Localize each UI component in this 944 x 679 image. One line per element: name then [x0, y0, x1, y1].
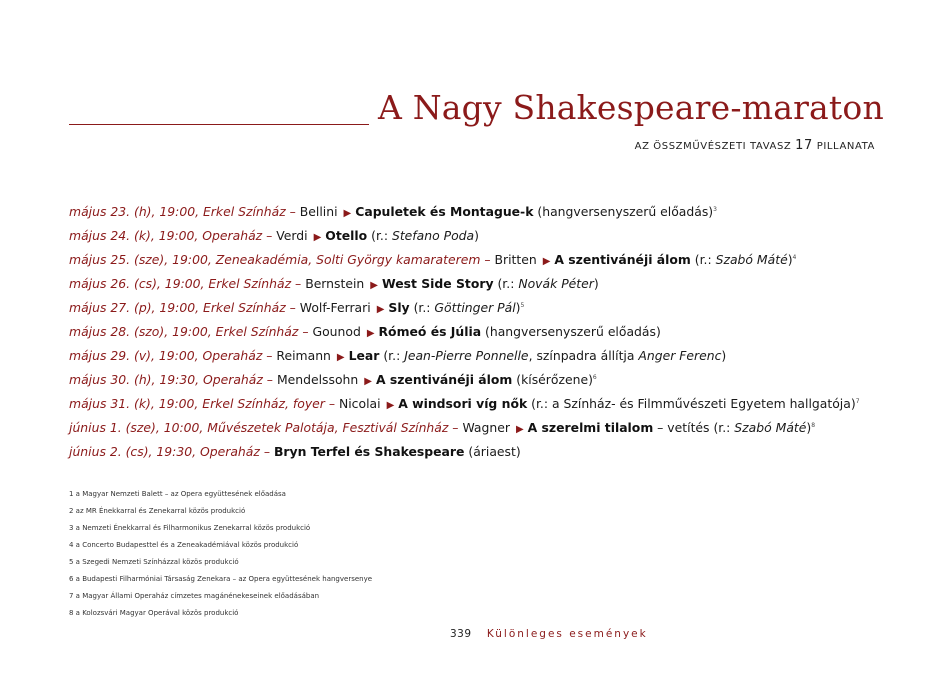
play-arrow-icon: ▶: [370, 280, 378, 291]
play-arrow-icon: ▶: [364, 376, 372, 387]
event-composer: Wolf-Ferrari: [299, 300, 371, 315]
play-arrow-icon: ▶: [366, 328, 375, 339]
event-note: (r.: Jean-Pierre Ponnelle, színpadra állítja Anger Ferenc): [379, 348, 727, 363]
footnote-item: 1 a Magyar Nemzeti Balett – az Opera együttesének előadása: [69, 490, 286, 498]
play-arrow-icon: ▶: [542, 256, 551, 267]
event-work: A szentivánéji álom: [554, 252, 691, 267]
footnote-item: 8 a Kolozsvári Magyar Operával közös produkció: [69, 609, 239, 617]
footnote-item: 5 a Szegedi Nemzeti Színházzal közös produkció: [69, 558, 239, 566]
event-composer: Bellini: [299, 204, 338, 219]
event-row: [69, 224, 889, 248]
event-note: (hangversenyszerű előadás): [481, 324, 661, 339]
event-date: május 25. (sze), 19:00, Zeneakadémia, Solti György kamaraterem –: [69, 252, 495, 267]
footnote-item: 2 az MR Énekkarral és Zenekarral közös produkció: [69, 507, 246, 515]
event-composer: Reimann: [276, 348, 331, 363]
subtitle-number: 17: [795, 138, 813, 153]
event-date: május 28. (szo), 19:00, Erkel Színház –: [69, 324, 313, 339]
subtitle-suffix: PILLANATA: [816, 141, 875, 152]
event-row: [69, 416, 889, 440]
page-subtitle: [635, 138, 875, 153]
event-work: A szerelmi tilalom: [527, 420, 654, 435]
title-rule: [69, 124, 369, 125]
play-arrow-icon: ▶: [343, 208, 352, 219]
play-arrow-icon: ▶: [313, 232, 322, 243]
event-composer: Wagner: [462, 420, 510, 435]
event-row-last: [69, 440, 889, 464]
event-row: [69, 344, 889, 368]
event-composer: Gounod: [312, 324, 361, 339]
event-row: [69, 248, 889, 272]
event-note: (kísérőzene): [512, 372, 593, 387]
event-work: A windsori víg nők: [398, 396, 528, 411]
event-note: (r.: a Színház- és Filmművészeti Egyetem hallgatója): [527, 396, 856, 411]
event-composer: Verdi: [276, 228, 308, 243]
event-date: május 30. (h), 19:30, Operaház –: [69, 372, 277, 387]
play-arrow-icon: ▶: [515, 424, 524, 435]
event-date: május 29. (v), 19:00, Operaház –: [69, 348, 277, 363]
play-arrow-icon: ▶: [336, 352, 345, 363]
event-date: június 2. (cs), 19:30, Operaház –: [69, 444, 274, 459]
event-work: Lear: [348, 348, 380, 363]
event-row: [69, 296, 889, 320]
event-composer: Mendelssohn: [276, 372, 359, 387]
event-note: (r.: Szabó Máté): [690, 252, 793, 267]
footnote-item: 7 a Magyar Állami Operaház címzetes magánénekeseinek előadásában: [69, 592, 320, 600]
event-date: május 31. (k), 19:00, Erkel Színház, foyer –: [69, 396, 339, 411]
footnote-ref: 6: [592, 373, 597, 381]
footnote-ref: 8: [811, 421, 816, 429]
event-note: (hangversenyszerű előadás): [533, 204, 714, 219]
event-composer: Nicolai: [338, 396, 381, 411]
event-note: (r.: Novák Péter): [493, 276, 599, 291]
page-footer: [450, 628, 648, 640]
event-work: A szentivánéji álom: [375, 372, 513, 387]
event-work: Sly: [388, 300, 410, 315]
page-number: 339: [450, 628, 472, 640]
footnote-ref: 5: [520, 301, 525, 309]
play-arrow-icon: ▶: [376, 304, 385, 315]
event-row: [69, 392, 889, 416]
event-note: (r.: Stefano Poda): [367, 228, 479, 243]
footnote-item: 6 a Budapesti Filharmóniai Társaság Zenekara – az Opera együttesének hangversenye: [69, 575, 373, 583]
event-work: Otello: [325, 228, 368, 243]
event-composer: Bernstein: [305, 276, 365, 291]
footnote-ref: 7: [855, 397, 860, 405]
event-row: [69, 200, 889, 224]
event-date: május 26. (cs), 19:00, Erkel Színház –: [69, 276, 306, 291]
event-note: – vetítés (r.: Szabó Máté): [653, 420, 812, 435]
event-date: május 23. (h), 19:00, Erkel Színház –: [69, 204, 300, 219]
footnote-item: 3 a Nemzeti Énekkarral és Filharmonikus Zenekarral közös produkció: [69, 524, 311, 532]
footnotes: [69, 486, 372, 622]
event-list: [69, 200, 889, 464]
event-work: West Side Story: [381, 276, 494, 291]
event-date: május 27. (p), 19:00, Erkel Színház –: [69, 300, 300, 315]
event-title: Bryn Terfel és Shakespeare: [273, 444, 465, 459]
event-date: június 1. (sze), 10:00, Művészetek Palotája, Fesztivál Színház –: [69, 420, 463, 435]
footnote-ref: 3: [713, 205, 717, 213]
event-row: [69, 272, 889, 296]
event-work: Capuletek és Montague-k: [355, 204, 534, 219]
event-composer: Britten: [494, 252, 537, 267]
event-row: [69, 320, 889, 344]
page-title: A Nagy Shakespeare-maraton: [378, 88, 884, 127]
event-note: (áriaest): [464, 444, 521, 459]
event-row: [69, 368, 889, 392]
event-note: (r.: Göttinger Pál): [409, 300, 521, 315]
footnote-ref: 4: [792, 253, 797, 261]
section-name: Különleges események: [486, 628, 648, 640]
subtitle-prefix: AZ ÖSSZMŰVÉSZETI TAVASZ: [634, 141, 792, 152]
event-date: május 24. (k), 19:00, Operaház –: [69, 228, 277, 243]
play-arrow-icon: ▶: [386, 400, 395, 411]
event-work: Rómeó és Júlia: [378, 324, 482, 339]
footnote-item: 4 a Concerto Budapesttel és a Zeneakadémiával közös produkció: [69, 541, 299, 549]
